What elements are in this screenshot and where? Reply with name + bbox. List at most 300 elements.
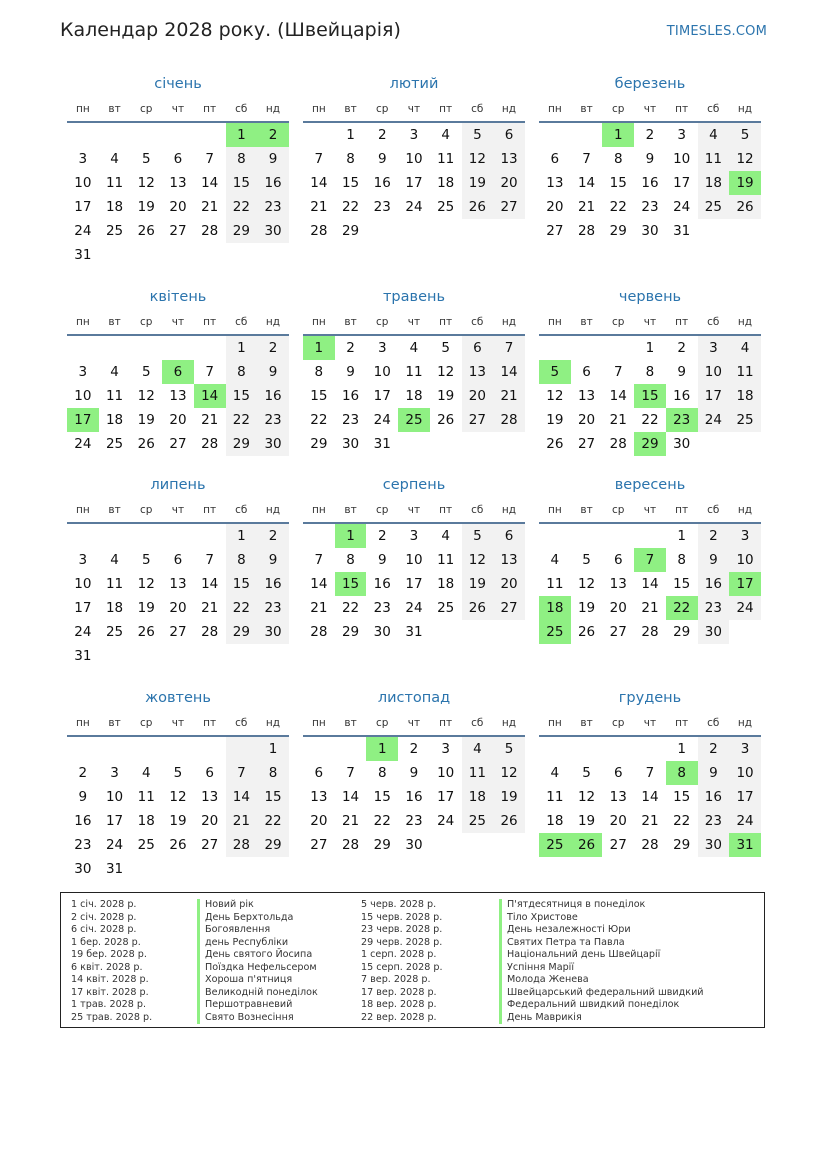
legend-date: 5 черв. 2028 р. xyxy=(361,899,437,910)
day-cell: 10 xyxy=(74,388,92,404)
day-cell: 7 xyxy=(226,761,258,785)
day-cell: 10 xyxy=(74,576,92,592)
weekday-label: сб xyxy=(235,316,248,328)
day-cell: 21 xyxy=(609,412,627,428)
day-cell: 2 xyxy=(698,737,730,761)
weekday-label: чт xyxy=(171,717,185,729)
day-cell: 4 xyxy=(110,151,119,167)
legend-holiday-name: Свято Вознесіння xyxy=(197,1012,318,1025)
day-cell: 20 xyxy=(201,813,219,829)
day-cell: 9 xyxy=(78,789,88,805)
day-cell: 19 xyxy=(577,813,596,829)
weekday-label: сб xyxy=(235,717,248,729)
day-cell: 9 xyxy=(698,548,730,572)
day-cell: 24 xyxy=(105,837,124,853)
day-cell: 26 xyxy=(462,195,494,219)
day-cell: 9 xyxy=(346,364,355,380)
weekday-label: ср xyxy=(611,717,625,729)
day-cell: 25 xyxy=(437,600,455,616)
day-cell: 29 xyxy=(609,223,627,239)
weekday-label: пн xyxy=(311,717,326,729)
weekday-label: ср xyxy=(375,504,389,516)
day-cell: 9 xyxy=(677,364,686,380)
weekday-label: сб xyxy=(471,103,484,115)
day-cell: 25 xyxy=(105,223,124,239)
day-cell: 19 xyxy=(462,572,494,596)
day-cell: 30 xyxy=(673,436,691,452)
day-cell: 29 xyxy=(341,624,360,640)
day-cell: 2 xyxy=(346,340,355,356)
empty-cell xyxy=(130,123,162,147)
day-cell: 5 xyxy=(462,123,494,147)
day-cell: 17 xyxy=(698,384,730,408)
weekday-label: нд xyxy=(737,717,753,729)
day-cell: 8 xyxy=(226,360,258,384)
empty-cell xyxy=(67,524,99,548)
weekday-label: пн xyxy=(547,316,562,328)
day-cell: 2 xyxy=(645,127,655,143)
empty-cell xyxy=(571,123,603,147)
day-cell: 18 xyxy=(546,813,564,829)
empty-cell xyxy=(571,737,603,761)
weekday-label: нд xyxy=(265,504,281,516)
day-cell: 12 xyxy=(729,147,761,171)
empty-cell xyxy=(602,336,634,360)
legend-holiday-name: Великодній понеділок xyxy=(197,987,318,1000)
day-cell: 3 xyxy=(78,364,88,380)
empty-cell xyxy=(571,524,603,548)
day-cell: 21 xyxy=(226,809,258,833)
day-cell: 22 xyxy=(310,412,328,428)
day-cell: 8 xyxy=(226,147,258,171)
empty-cell xyxy=(67,336,99,360)
empty-cell xyxy=(99,243,131,267)
day-cell: 10 xyxy=(437,765,455,781)
empty-cell xyxy=(226,243,258,267)
legend-date: 15 серп. 2028 р. xyxy=(361,961,443,973)
day-cell: 26 xyxy=(462,596,494,620)
day-cell: 8 xyxy=(346,552,355,568)
empty-cell xyxy=(226,857,258,881)
day-cell: 17 xyxy=(105,813,124,829)
day-cell: 11 xyxy=(105,388,124,404)
legend-dates-col-1 xyxy=(71,899,152,1024)
day-cell: 27 xyxy=(493,195,525,219)
empty-cell xyxy=(257,857,289,881)
day-cell: 6 xyxy=(173,151,183,167)
day-cell: 17 xyxy=(673,175,691,191)
day-cell: 30 xyxy=(373,624,391,640)
empty-cell xyxy=(130,336,162,360)
day-cell: 1 xyxy=(335,524,367,548)
weekday-label: пт xyxy=(439,103,453,115)
day-cell: 27 xyxy=(169,624,187,640)
day-cell: 18 xyxy=(137,813,155,829)
day-cell: 4 xyxy=(550,765,560,781)
day-cell: 15 xyxy=(226,171,258,195)
day-cell: 15 xyxy=(673,576,691,592)
day-cell: 24 xyxy=(373,412,391,428)
day-cell: 5 xyxy=(441,340,450,356)
day-cell: 22 xyxy=(341,199,360,215)
weekday-header xyxy=(539,711,761,737)
day-cell: 23 xyxy=(698,809,730,833)
day-cell: 9 xyxy=(645,151,655,167)
day-cell: 6 xyxy=(493,123,525,147)
day-cell: 5 xyxy=(729,123,761,147)
empty-cell xyxy=(602,524,634,548)
day-cell: 8 xyxy=(677,552,686,568)
day-cell: 19 xyxy=(169,813,187,829)
weekday-label: чт xyxy=(643,103,657,115)
weekday-label: пт xyxy=(675,103,689,115)
month-name: травень xyxy=(382,289,446,305)
empty-cell xyxy=(303,737,335,761)
day-cell: 22 xyxy=(609,199,627,215)
weekday-header xyxy=(67,711,289,737)
day-cell: 21 xyxy=(641,813,659,829)
day-cell: 7 xyxy=(634,548,666,572)
day-cell: 31 xyxy=(405,624,423,640)
day-cell: 27 xyxy=(546,223,564,239)
weekday-label: чт xyxy=(407,316,421,328)
legend-date: 22 вер. 2028 р. xyxy=(361,1011,437,1023)
day-cell: 2 xyxy=(257,123,289,147)
day-cell: 3 xyxy=(78,552,88,568)
empty-cell xyxy=(194,243,226,267)
weekday-label: пт xyxy=(675,316,689,328)
weekday-label: сб xyxy=(235,103,248,115)
day-cell: 17 xyxy=(373,388,391,404)
month-name: березень xyxy=(614,76,686,92)
day-cell: 29 xyxy=(226,432,258,456)
empty-cell xyxy=(493,432,525,456)
weekday-header xyxy=(67,97,289,123)
empty-cell xyxy=(539,123,571,147)
day-cell: 26 xyxy=(169,837,187,853)
day-cell: 14 xyxy=(609,388,627,404)
weekday-label: ср xyxy=(611,103,625,115)
weekday-label: пн xyxy=(75,717,90,729)
day-cell: 1 xyxy=(226,524,258,548)
day-cell: 14 xyxy=(226,785,258,809)
day-cell: 25 xyxy=(698,195,730,219)
month-name: квітень xyxy=(149,289,207,305)
day-cell: 10 xyxy=(373,364,391,380)
weekday-label: сб xyxy=(707,717,720,729)
weekday-label: чт xyxy=(407,717,421,729)
day-cell: 2 xyxy=(377,127,387,143)
day-cell: 7 xyxy=(493,336,525,360)
legend-date: 7 вер. 2028 р. xyxy=(361,974,431,986)
month-name: листопад xyxy=(377,690,451,706)
day-cell: 30 xyxy=(257,620,289,644)
month-name: липень xyxy=(150,477,206,493)
day-cell: 11 xyxy=(698,147,730,171)
weekday-header xyxy=(539,97,761,123)
day-cell: 6 xyxy=(613,765,623,781)
day-cell: 22 xyxy=(226,408,258,432)
day-cell: 4 xyxy=(141,765,151,781)
legend-holiday-name: День Маврикія xyxy=(499,1012,704,1025)
day-cell: 14 xyxy=(201,175,219,191)
weekday-label: пн xyxy=(75,504,90,516)
legend-holiday-name: П'ятдесятниця в понеділок xyxy=(499,899,704,912)
empty-cell xyxy=(493,833,525,857)
day-cell: 11 xyxy=(462,761,494,785)
day-cell: 7 xyxy=(205,552,214,568)
weekday-label: пн xyxy=(547,103,562,115)
day-cell: 12 xyxy=(462,147,494,171)
day-cell: 18 xyxy=(105,199,124,215)
day-cell: 20 xyxy=(577,412,596,428)
weekday-label: вт xyxy=(580,103,593,115)
day-cell: 20 xyxy=(169,412,187,428)
day-cell: 7 xyxy=(314,151,324,167)
day-cell: 3 xyxy=(78,151,88,167)
days-grid xyxy=(303,524,525,644)
legend-names-col-2 xyxy=(499,899,704,1024)
weekday-label: сб xyxy=(235,504,248,516)
day-cell: 1 xyxy=(602,123,634,147)
weekday-label: ср xyxy=(611,316,625,328)
empty-cell xyxy=(335,737,367,761)
day-cell: 10 xyxy=(729,761,761,785)
weekday-label: пн xyxy=(311,504,326,516)
day-cell: 13 xyxy=(310,789,328,805)
day-cell: 7 xyxy=(613,364,623,380)
day-cell: 31 xyxy=(673,223,691,239)
empty-cell xyxy=(162,336,194,360)
day-cell: 9 xyxy=(377,552,387,568)
day-cell: 16 xyxy=(405,789,423,805)
day-cell: 16 xyxy=(257,171,289,195)
weekday-header xyxy=(67,310,289,336)
day-cell: 17 xyxy=(74,199,92,215)
day-cell: 2 xyxy=(677,340,686,356)
day-cell: 10 xyxy=(729,548,761,572)
weekday-label: чт xyxy=(171,504,185,516)
day-cell: 4 xyxy=(729,336,761,360)
day-cell: 16 xyxy=(74,813,92,829)
legend-holiday-name: Тіло Христове xyxy=(499,912,704,925)
days-grid xyxy=(539,336,761,456)
month-block xyxy=(67,474,289,668)
legend-date: 2 січ. 2028 р. xyxy=(71,911,137,923)
day-cell: 1 xyxy=(677,741,686,757)
day-cell: 22 xyxy=(341,600,360,616)
day-cell: 5 xyxy=(582,552,591,568)
day-cell: 5 xyxy=(141,552,151,568)
weekday-label: нд xyxy=(501,316,517,328)
day-cell: 20 xyxy=(609,600,627,616)
weekday-label: вт xyxy=(580,316,593,328)
day-cell: 9 xyxy=(409,765,419,781)
day-cell: 29 xyxy=(673,624,691,640)
day-cell: 27 xyxy=(462,408,494,432)
days-grid xyxy=(67,123,289,267)
weekday-label: пт xyxy=(439,504,453,516)
day-cell: 5 xyxy=(462,524,494,548)
day-cell: 4 xyxy=(110,552,119,568)
day-cell: 31 xyxy=(74,247,92,263)
empty-cell xyxy=(602,737,634,761)
day-cell: 30 xyxy=(698,833,730,857)
empty-cell xyxy=(462,833,494,857)
day-cell: 26 xyxy=(137,436,155,452)
day-cell: 25 xyxy=(105,624,124,640)
day-cell: 13 xyxy=(169,576,187,592)
empty-cell xyxy=(493,620,525,644)
weekday-label: вт xyxy=(344,504,357,516)
weekday-label: пт xyxy=(675,504,689,516)
day-cell: 19 xyxy=(493,785,525,809)
month-block xyxy=(539,687,761,857)
day-cell: 8 xyxy=(314,364,324,380)
weekday-label: вт xyxy=(344,717,357,729)
weekday-label: вт xyxy=(580,717,593,729)
day-cell: 14 xyxy=(310,576,328,592)
day-cell: 17 xyxy=(437,789,455,805)
weekday-label: сб xyxy=(471,504,484,516)
weekday-label: вт xyxy=(108,316,121,328)
day-cell: 25 xyxy=(398,408,430,432)
day-cell: 24 xyxy=(74,223,92,239)
empty-cell xyxy=(398,219,430,243)
day-cell: 9 xyxy=(377,151,387,167)
weekday-label: нд xyxy=(501,717,517,729)
weekday-label: вт xyxy=(108,504,121,516)
day-cell: 15 xyxy=(310,388,328,404)
day-cell: 11 xyxy=(546,576,564,592)
day-cell: 26 xyxy=(577,624,596,640)
day-cell: 21 xyxy=(310,600,328,616)
legend-date: 6 січ. 2028 р. xyxy=(71,924,137,936)
empty-cell xyxy=(67,737,99,761)
day-cell: 10 xyxy=(405,151,423,167)
day-cell: 27 xyxy=(577,436,596,452)
legend-date: 23 черв. 2028 р. xyxy=(361,924,443,936)
legend-holiday-name: День незалежності Юри xyxy=(499,924,704,937)
legend-holiday-name: Новий рік xyxy=(197,899,318,912)
day-cell: 12 xyxy=(577,789,596,805)
day-cell: 1 xyxy=(645,340,655,356)
day-cell: 9 xyxy=(698,761,730,785)
empty-cell xyxy=(99,123,131,147)
day-cell: 28 xyxy=(609,436,627,452)
day-cell: 13 xyxy=(201,789,219,805)
weekday-label: ср xyxy=(375,717,389,729)
day-cell: 15 xyxy=(373,789,391,805)
day-cell: 7 xyxy=(582,151,591,167)
day-cell: 28 xyxy=(341,837,360,853)
day-cell: 25 xyxy=(729,408,761,432)
month-block xyxy=(303,73,525,243)
day-cell: 12 xyxy=(137,576,155,592)
day-cell: 2 xyxy=(257,336,289,360)
day-cell: 16 xyxy=(698,572,730,596)
month-name: червень xyxy=(618,289,682,305)
day-cell: 15 xyxy=(609,175,627,191)
weekday-label: сб xyxy=(471,316,484,328)
empty-cell xyxy=(729,219,761,243)
legend-holiday-name: Хороша п'ятниця xyxy=(197,974,318,987)
weekday-label: нд xyxy=(501,504,517,516)
day-cell: 6 xyxy=(205,765,214,781)
day-cell: 25 xyxy=(437,199,455,215)
month-block xyxy=(539,73,761,243)
empty-cell xyxy=(194,644,226,668)
empty-cell xyxy=(634,737,666,761)
month-name: грудень xyxy=(618,690,682,706)
empty-cell xyxy=(430,219,462,243)
weekday-label: чт xyxy=(171,103,185,115)
day-cell: 24 xyxy=(405,600,423,616)
day-cell: 11 xyxy=(105,175,124,191)
day-cell: 6 xyxy=(314,765,324,781)
day-cell: 24 xyxy=(729,596,761,620)
day-cell: 14 xyxy=(493,360,525,384)
day-cell: 12 xyxy=(462,548,494,572)
day-cell: 17 xyxy=(405,576,423,592)
month-block xyxy=(303,687,525,857)
day-cell: 23 xyxy=(257,195,289,219)
weekday-label: чт xyxy=(643,316,657,328)
day-cell: 14 xyxy=(201,576,219,592)
day-cell: 28 xyxy=(577,223,596,239)
day-cell: 12 xyxy=(577,576,596,592)
weekday-label: пт xyxy=(203,717,217,729)
legend-holiday-name: Першотравневий xyxy=(197,999,318,1012)
day-cell: 4 xyxy=(409,340,419,356)
day-cell: 9 xyxy=(257,360,289,384)
day-cell: 4 xyxy=(110,364,119,380)
day-cell: 11 xyxy=(546,789,564,805)
empty-cell xyxy=(226,644,258,668)
legend-holiday-name: День Берхтольда xyxy=(197,912,318,925)
day-cell: 18 xyxy=(729,384,761,408)
empty-cell xyxy=(493,219,525,243)
weekday-label: пт xyxy=(675,717,689,729)
day-cell: 31 xyxy=(729,833,761,857)
day-cell: 2 xyxy=(257,524,289,548)
days-grid xyxy=(303,336,525,456)
day-cell: 21 xyxy=(310,199,328,215)
month-block xyxy=(67,286,289,456)
day-cell: 14 xyxy=(577,175,596,191)
day-cell: 14 xyxy=(194,384,226,408)
day-cell: 3 xyxy=(729,524,761,548)
day-cell: 24 xyxy=(437,813,455,829)
day-cell: 28 xyxy=(226,833,258,857)
day-cell: 25 xyxy=(539,620,571,644)
empty-cell xyxy=(194,737,226,761)
day-cell: 16 xyxy=(641,175,659,191)
day-cell: 27 xyxy=(169,223,187,239)
day-cell: 13 xyxy=(609,789,627,805)
legend-holiday-name: Поїздка Нефельсером xyxy=(197,962,318,975)
day-cell: 14 xyxy=(641,789,659,805)
day-cell: 16 xyxy=(257,572,289,596)
site-link[interactable]: TIMESLES.COM xyxy=(666,24,767,39)
day-cell: 16 xyxy=(673,388,691,404)
day-cell: 7 xyxy=(645,765,655,781)
days-grid xyxy=(303,737,525,857)
month-name: серпень xyxy=(382,477,446,493)
weekday-label: пн xyxy=(75,316,90,328)
weekday-label: чт xyxy=(407,103,421,115)
empty-cell xyxy=(539,336,571,360)
